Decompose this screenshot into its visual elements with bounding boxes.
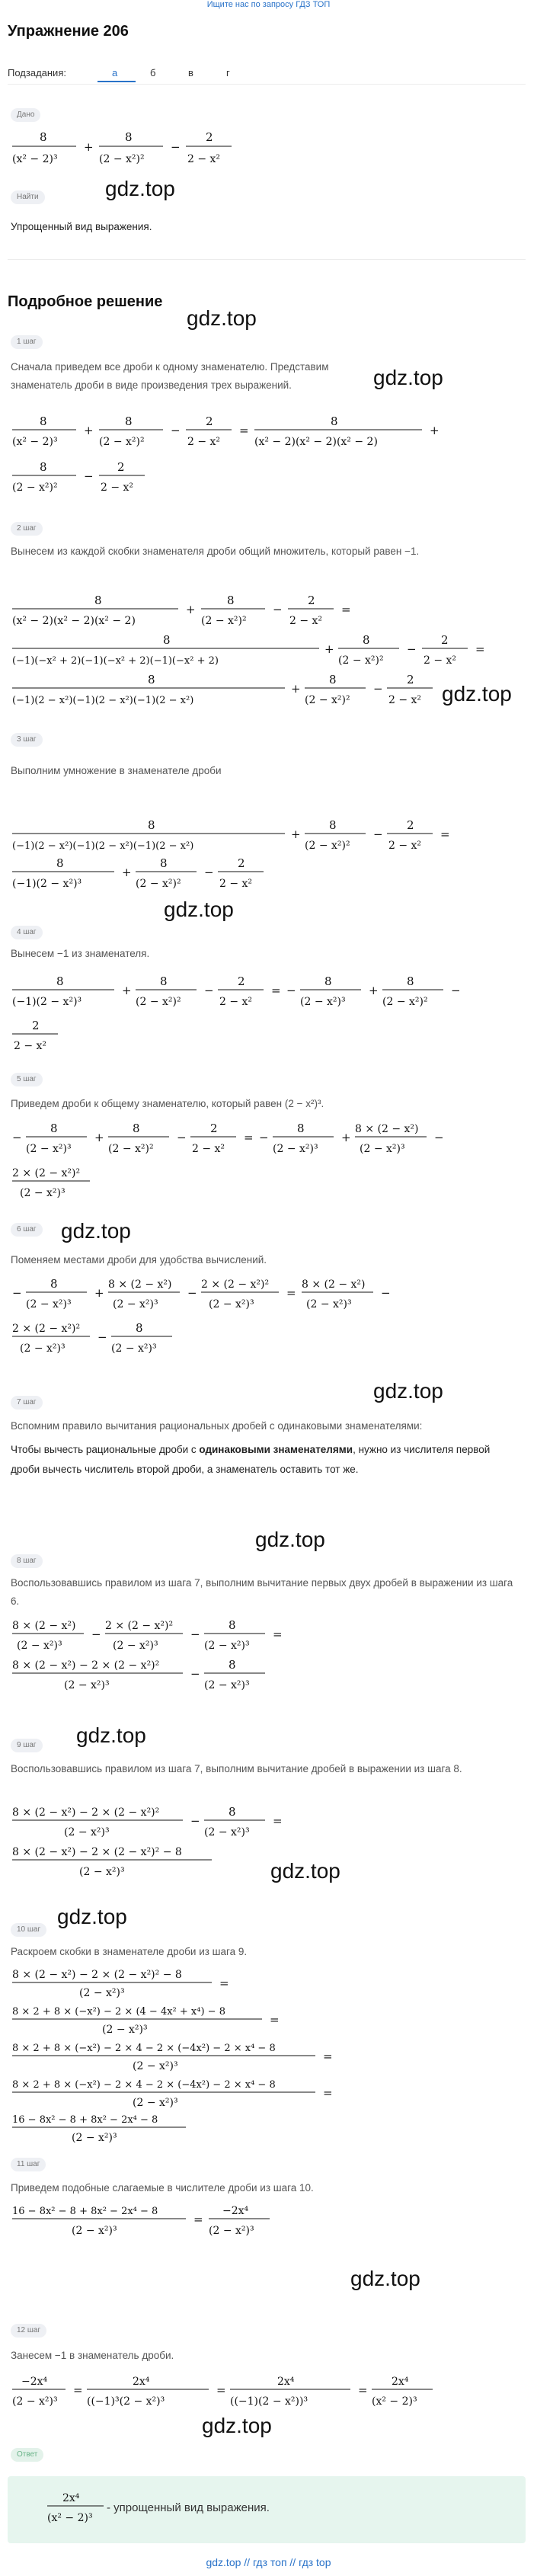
- svg-text:2 − x²: 2 − x²: [101, 482, 134, 494]
- step-pill: 1 шаг: [11, 335, 43, 349]
- step-text: Воспользовавшись правилом из шага 7, выполним вычитание первых двух дробей в выражении из шага 6.: [11, 1577, 513, 1607]
- svg-text:8 × (2 − x²): 8 × (2 − x²): [108, 1278, 172, 1291]
- svg-text:−: −: [190, 1667, 200, 1681]
- svg-text:(2 − x²)³: (2 − x²)³: [300, 996, 346, 1008]
- svg-text:−: −: [286, 984, 296, 997]
- svg-text:8 × (2 − x²): 8 × (2 − x²): [302, 1278, 366, 1291]
- step-pill: 10 шаг: [11, 1923, 46, 1937]
- svg-text:−: −: [381, 1286, 391, 1300]
- svg-text:(x² − 2)³: (x² − 2)³: [372, 2395, 417, 2408]
- svg-text:2: 2: [308, 594, 315, 607]
- svg-text:2: 2: [117, 460, 125, 474]
- svg-text:−2x⁴: −2x⁴: [222, 2205, 249, 2217]
- svg-text:=: =: [270, 2013, 280, 2027]
- svg-text:(x² − 2)(x² − 2)(x² − 2): (x² − 2)(x² − 2)(x² − 2): [12, 615, 136, 627]
- svg-text:−: −: [171, 424, 181, 437]
- svg-text:8: 8: [50, 1122, 58, 1135]
- svg-text:+: +: [430, 424, 440, 437]
- watermark: gdz.top: [350, 2267, 420, 2290]
- svg-text:(−1)(2 − x²)(−1)(2 − x²)(−1)(2: (−1)(2 − x²)(−1)(2 − x²)(−1)(2 − x²): [12, 695, 194, 706]
- svg-text:8 × (2 − x²): 8 × (2 − x²): [12, 1620, 76, 1632]
- svg-text:(−1)(2 − x²)(−1)(2 − x²)(−1)(2: (−1)(2 − x²)(−1)(2 − x²)(−1)(2 − x²): [12, 840, 194, 852]
- svg-text:+: +: [324, 642, 334, 656]
- step-text: Занесем −1 в знаменатель дроби.: [11, 2350, 174, 2361]
- active-tab-indicator: [97, 81, 136, 82]
- step-pill: 3 шаг: [11, 733, 43, 747]
- step-pill: 12 шаг: [11, 2324, 46, 2338]
- step-text: Воспользовавшись правилом из шага 7, выполним вычитание дробей в выражении из шага 8.: [11, 1763, 462, 1774]
- svg-text:+: +: [122, 984, 132, 997]
- svg-text:8: 8: [163, 633, 171, 647]
- svg-text:−: −: [204, 984, 214, 997]
- svg-text:2 × (2 − x²)²: 2 × (2 − x²)²: [201, 1278, 270, 1291]
- svg-text:−: −: [190, 1814, 200, 1828]
- svg-text:8: 8: [40, 460, 47, 474]
- svg-text:(2 − x²)³: (2 − x²)³: [113, 1640, 158, 1652]
- step-pill: 4 шаг: [11, 926, 43, 939]
- step4-math: [11, 971, 529, 1063]
- svg-text:=: =: [216, 2383, 226, 2397]
- svg-text:(−1)(2 − x²)³: (−1)(2 − x²)³: [12, 996, 82, 1008]
- svg-text:=: =: [273, 1627, 283, 1641]
- svg-text:8: 8: [50, 1277, 58, 1291]
- svg-text:(2 − x²)³: (2 − x²)³: [209, 1298, 254, 1310]
- svg-text:=: =: [193, 2213, 203, 2226]
- step-pill: 8 шаг: [11, 1554, 43, 1568]
- svg-text:((−1)³(2 − x²)³: ((−1)³(2 − x²)³: [87, 2395, 165, 2408]
- svg-text:8: 8: [229, 1618, 236, 1632]
- svg-text:2 − x²: 2 − x²: [388, 840, 422, 852]
- svg-text:2 × (2 − x²)²: 2 × (2 − x²)²: [105, 1620, 174, 1632]
- svg-text:=: =: [323, 2050, 333, 2063]
- svg-text:8 × 2 + 8 × (−x²) − 2 × 4 − 2: 8 × 2 + 8 × (−x²) − 2 × 4 − 2 × (−4x²) − 2 × x⁴ − 8: [12, 2079, 276, 2091]
- svg-text:=: =: [475, 642, 485, 656]
- svg-text:2: 2: [206, 414, 213, 428]
- watermark: gdz.top: [57, 1905, 127, 1928]
- svg-text:2: 2: [210, 1122, 218, 1135]
- svg-text:−: −: [373, 827, 383, 841]
- svg-text:=: =: [239, 424, 249, 437]
- watermark: gdz.top: [61, 1219, 131, 1243]
- svg-text:(2 − x²)³: (2 − x²)³: [79, 1866, 125, 1878]
- footer-links[interactable]: gdz.top // гдз топ // гдз top: [206, 2556, 331, 2568]
- watermark: gdz.top: [76, 1723, 146, 1747]
- svg-text:(2 − x²)²: (2 − x²)²: [305, 840, 350, 852]
- svg-text:=: =: [323, 2086, 333, 2100]
- tab-a[interactable]: а: [112, 67, 118, 78]
- given-pill: Дано: [11, 108, 40, 122]
- svg-text:(−1)(−x² + 2)(−1)(−x² + 2)(−1): (−1)(−x² + 2)(−1)(−x² + 2)(−1)(−x² + 2): [12, 655, 219, 667]
- svg-text:−: −: [204, 866, 214, 879]
- step10-math: [11, 1964, 529, 2147]
- svg-text:=: =: [219, 1976, 229, 1990]
- svg-text:((−1)(2 − x²))³: ((−1)(2 − x²))³: [230, 2395, 308, 2408]
- step-text: Вынесем из каждой скобки знаменателя дроби общий множитель, который равен −1.: [11, 546, 420, 557]
- svg-text:2: 2: [32, 1019, 40, 1032]
- svg-text:(2 − x²)²: (2 − x²)²: [12, 482, 58, 494]
- step3-math: [11, 815, 529, 899]
- step8-math: [11, 1615, 529, 1714]
- page-title: Упражнение 206: [8, 23, 129, 40]
- svg-text:+: +: [341, 1131, 351, 1144]
- svg-text:=: =: [271, 984, 281, 997]
- svg-text:−: −: [373, 682, 383, 696]
- svg-text:8: 8: [148, 673, 155, 686]
- step-text: Раскроем скобки в знаменателе дроби из шага 9.: [11, 1946, 248, 1957]
- detailed-heading: Подробное решение: [8, 293, 163, 310]
- svg-text:−: −: [91, 1627, 101, 1641]
- step-text: Приведем дроби к общему знаменателю, который равен (2 − x²)³.: [11, 1098, 324, 1109]
- answer-fraction: [46, 2488, 107, 2533]
- svg-text:(2 − x²)²: (2 − x²)²: [305, 694, 350, 706]
- divider: [8, 84, 526, 85]
- watermark: gdz.top: [187, 306, 257, 330]
- svg-text:8: 8: [227, 594, 235, 607]
- svg-text:8 × (2 − x²): 8 × (2 − x²): [355, 1123, 419, 1135]
- svg-text:+: +: [291, 827, 301, 841]
- svg-text:−2x⁴: −2x⁴: [21, 2376, 48, 2388]
- step-text: Поменяем местами дроби для удобства вычислений.: [11, 1254, 267, 1266]
- step-pill: 5 шаг: [11, 1073, 43, 1086]
- svg-text:(2 − x²)³: (2 − x²)³: [113, 1298, 158, 1310]
- svg-text:2x⁴: 2x⁴: [277, 2376, 295, 2388]
- step-text: Выполним умножение в знаменателе дроби: [11, 765, 222, 776]
- svg-text:8: 8: [148, 818, 155, 832]
- divider: [8, 259, 526, 260]
- svg-text:2 − x²: 2 − x²: [192, 1143, 225, 1155]
- svg-text:(2 − x²)²: (2 − x²)²: [99, 153, 145, 165]
- svg-text:8: 8: [297, 1122, 305, 1135]
- svg-text:+: +: [84, 424, 94, 437]
- svg-text:(2 − x²)³: (2 − x²)³: [64, 1679, 110, 1691]
- svg-text:8 × (2 − x²) − 2 × (2 − x²)² −: 8 × (2 − x²) − 2 × (2 − x²)² − 8: [12, 1969, 182, 1981]
- svg-text:+: +: [94, 1131, 104, 1144]
- svg-text:2 × (2 − x²)²: 2 × (2 − x²)²: [12, 1323, 81, 1335]
- svg-text:8: 8: [407, 974, 414, 988]
- svg-text:2: 2: [238, 974, 245, 988]
- svg-text:(2 − x²)³: (2 − x²)³: [102, 2024, 148, 2036]
- svg-text:8 × (2 − x²) − 2 × (2 − x²)²: 8 × (2 − x²) − 2 × (2 − x²)²: [12, 1806, 160, 1819]
- svg-text:(2 − x²)³: (2 − x²)³: [133, 2060, 178, 2072]
- find-text: Упрощенный вид выражения.: [11, 221, 152, 232]
- step1-math: [11, 411, 529, 510]
- subtasks-label: Подзадания:: [8, 67, 66, 78]
- svg-text:−: −: [434, 1131, 444, 1144]
- svg-text:(2 − x²)³: (2 − x²)³: [306, 1298, 352, 1310]
- svg-text:(2 − x²)³: (2 − x²)³: [204, 1679, 250, 1691]
- svg-text:(2 − x²)³: (2 − x²)³: [64, 1826, 110, 1838]
- svg-text:8: 8: [125, 130, 133, 144]
- svg-text:−: −: [451, 984, 461, 997]
- find-pill: Найти: [11, 190, 45, 204]
- svg-text:8: 8: [40, 130, 47, 144]
- watermark: gdz.top: [373, 1379, 443, 1403]
- top-banner[interactable]: Ищите нас по запросу ГДЗ ТОП: [206, 0, 331, 9]
- step-pill: 6 шаг: [11, 1223, 43, 1237]
- svg-text:2: 2: [407, 818, 414, 832]
- svg-text:(2 − x²)³: (2 − x²)³: [111, 1342, 157, 1355]
- svg-text:8: 8: [363, 633, 370, 647]
- svg-text:(2 − x²)²: (2 − x²)²: [201, 615, 247, 627]
- svg-text:=: =: [73, 2383, 83, 2397]
- svg-text:(2 − x²)³: (2 − x²)³: [204, 1640, 250, 1652]
- svg-text:8: 8: [331, 414, 338, 428]
- svg-text:8 × 2 + 8 × (−x²) − 2 × (4 − 4: 8 × 2 + 8 × (−x²) − 2 × (4 − 4x² + x⁴) − 8: [12, 2006, 225, 2018]
- step-pill: 7 шаг: [11, 1396, 43, 1410]
- step5-math: [11, 1118, 529, 1218]
- watermark: gdz.top: [270, 1859, 340, 1883]
- svg-text:(2 − x²)³: (2 − x²)³: [20, 1187, 66, 1199]
- svg-text:2x⁴: 2x⁴: [392, 2376, 409, 2388]
- svg-text:(−1)(2 − x²)³: (−1)(2 − x²)³: [12, 878, 82, 890]
- svg-text:2 − x²: 2 − x²: [187, 436, 221, 448]
- step9-math: [11, 1802, 529, 1886]
- step-text: Вынесем −1 из знаменателя.: [11, 948, 150, 959]
- watermark: gdz.top: [202, 2414, 272, 2437]
- svg-text:(2 − x²)³: (2 − x²)³: [20, 1342, 66, 1355]
- rule-text: Чтобы вычесть рациональные дроби с одинаковыми знаменателями, нужно из числителя первой дроби вычесть числитель второй дроби, а знаменатель оставить тот же.: [11, 1444, 491, 1475]
- svg-text:(2 − x²)³: (2 − x²)³: [360, 1143, 405, 1155]
- svg-text:−: −: [273, 603, 283, 616]
- svg-text:=: =: [341, 603, 351, 616]
- watermark: gdz.top: [105, 177, 175, 200]
- svg-text:8 × (2 − x²) − 2 × (2 − x²)² −: 8 × (2 − x²) − 2 × (2 − x²)² − 8: [12, 1846, 182, 1858]
- svg-text:=: =: [273, 1814, 283, 1828]
- svg-text:(x² − 2)³: (x² − 2)³: [12, 153, 58, 165]
- svg-text:8: 8: [56, 856, 64, 870]
- watermark: gdz.top: [442, 682, 512, 706]
- svg-text:2 − x²: 2 − x²: [388, 694, 422, 706]
- tab-b[interactable]: б: [150, 67, 156, 78]
- svg-text:(2 − x²)²: (2 − x²)²: [136, 996, 181, 1008]
- watermark: gdz.top: [255, 1528, 325, 1551]
- svg-text:=: =: [244, 1131, 254, 1144]
- svg-text:(2 − x²)³: (2 − x²)³: [26, 1143, 72, 1155]
- svg-text:8: 8: [56, 974, 64, 988]
- svg-text:8: 8: [133, 1122, 140, 1135]
- svg-text:(2 − x²)³: (2 − x²)³: [79, 1987, 125, 1999]
- svg-text:+: +: [94, 1286, 104, 1300]
- svg-text:8: 8: [160, 856, 168, 870]
- svg-text:(2 − x²)³: (2 − x²)³: [72, 2225, 117, 2237]
- answer-pill: Ответ: [11, 2448, 43, 2462]
- svg-text:16 − 8x² − 8 + 8x² − 2x⁴ − 8: 16 − 8x² − 8 + 8x² − 2x⁴ − 8: [12, 2206, 158, 2217]
- svg-text:=: =: [440, 827, 450, 841]
- svg-text:+: +: [186, 603, 196, 616]
- svg-text:2: 2: [407, 673, 414, 686]
- svg-text:+: +: [122, 866, 132, 879]
- svg-text:2 − x²: 2 − x²: [424, 654, 457, 667]
- given-expression: [11, 126, 529, 179]
- svg-text:8: 8: [229, 1658, 236, 1672]
- svg-text:2 − x²: 2 − x²: [289, 615, 323, 627]
- svg-text:(2 − x²)³: (2 − x²)³: [273, 1143, 318, 1155]
- svg-text:8: 8: [229, 1805, 236, 1819]
- svg-text:(2 − x²)²: (2 − x²)²: [338, 654, 384, 667]
- svg-text:2x⁴: 2x⁴: [62, 2492, 80, 2504]
- svg-text:8: 8: [125, 414, 133, 428]
- svg-text:−: −: [12, 1286, 22, 1300]
- svg-text:2: 2: [206, 130, 213, 144]
- svg-text:(x² − 2)(x² − 2)(x² − 2): (x² − 2)(x² − 2)(x² − 2): [254, 436, 378, 448]
- svg-text:8 × 2 + 8 × (−x²) − 2 × 4 − 2: 8 × 2 + 8 × (−x²) − 2 × 4 − 2 × (−4x²) − 2 × x⁴ − 8: [12, 2043, 276, 2054]
- svg-text:+: +: [369, 984, 379, 997]
- svg-text:8: 8: [324, 974, 332, 988]
- svg-text:−: −: [97, 1330, 107, 1344]
- svg-text:8: 8: [329, 818, 337, 832]
- step-pill: 11 шаг: [11, 2158, 46, 2171]
- svg-text:2 − x²: 2 − x²: [187, 153, 221, 165]
- step-text: Приведем подобные слагаемые в числителе дроби из шага 10.: [11, 2182, 314, 2194]
- svg-text:(2 − x²)³: (2 − x²)³: [72, 2132, 117, 2144]
- svg-text:8: 8: [160, 974, 168, 988]
- svg-text:−: −: [84, 469, 94, 483]
- step-text: Сначала приведем все дроби к одному знаменателю. Представим знаменатель дроби в виде произведения трех выражений.: [11, 361, 329, 391]
- svg-text:(2 − x²)²: (2 − x²)²: [382, 996, 428, 1008]
- svg-text:(2 − x²)³: (2 − x²)³: [26, 1298, 72, 1310]
- svg-text:(2 − x²)³: (2 − x²)³: [204, 1826, 250, 1838]
- tab-v[interactable]: в: [188, 67, 193, 78]
- rule-bold: одинаковыми знаменателями: [199, 1444, 353, 1455]
- svg-text:−: −: [259, 1131, 269, 1144]
- svg-text:16 − 8x² − 8 + 8x² − 2x⁴ − 8: 16 − 8x² − 8 + 8x² − 2x⁴ − 8: [12, 2114, 158, 2126]
- svg-text:2 − x²: 2 − x²: [14, 1040, 47, 1052]
- svg-text:(x² − 2)³: (x² − 2)³: [12, 436, 58, 448]
- svg-text:−: −: [190, 1627, 200, 1641]
- svg-text:2 − x²: 2 − x²: [219, 996, 253, 1008]
- svg-text:(2 − x²)²: (2 − x²)²: [99, 436, 145, 448]
- svg-text:−: −: [177, 1131, 187, 1144]
- svg-text:(2 − x²)³: (2 − x²)³: [17, 1640, 62, 1652]
- svg-text:=: =: [286, 1286, 296, 1300]
- svg-text:+: +: [84, 140, 94, 154]
- svg-text:=: =: [358, 2383, 368, 2397]
- step11-math: [11, 2200, 529, 2246]
- svg-text:8: 8: [136, 1321, 143, 1335]
- step-pill: 9 шаг: [11, 1739, 43, 1752]
- svg-text:8 × (2 − x²) − 2 × (2 − x²)²: 8 × (2 − x²) − 2 × (2 − x²)²: [12, 1659, 160, 1672]
- watermark: gdz.top: [164, 898, 234, 921]
- svg-text:2: 2: [441, 633, 449, 647]
- svg-text:2 × (2 − x²)²: 2 × (2 − x²)²: [12, 1167, 81, 1179]
- svg-text:−: −: [187, 1286, 197, 1300]
- svg-text:−: −: [12, 1131, 22, 1144]
- step6-math: [11, 1274, 529, 1373]
- svg-text:(2 − x²)³: (2 − x²)³: [209, 2225, 254, 2237]
- step-pill: 2 шаг: [11, 522, 43, 536]
- svg-text:8: 8: [94, 594, 102, 607]
- svg-text:−: −: [171, 140, 181, 154]
- step-text: Вспомним правило вычитания рациональных дробей с одинаковыми знаменателями:: [11, 1420, 423, 1432]
- svg-text:−: −: [407, 642, 417, 656]
- svg-text:(2 − x²)²: (2 − x²)²: [108, 1143, 154, 1155]
- svg-text:+: +: [291, 682, 301, 696]
- answer-text: - упрощенный вид выражения.: [107, 2501, 270, 2514]
- svg-text:(2 − x²)²: (2 − x²)²: [136, 878, 181, 890]
- svg-text:(x² − 2)³: (x² − 2)³: [47, 2512, 93, 2524]
- svg-text:(2 − x²)³: (2 − x²)³: [133, 2097, 178, 2109]
- svg-text:8: 8: [329, 673, 337, 686]
- svg-text:2 − x²: 2 − x²: [219, 878, 253, 890]
- svg-text:(2 − x²)³: (2 − x²)³: [12, 2395, 58, 2408]
- svg-text:2: 2: [238, 856, 245, 870]
- tab-g[interactable]: г: [226, 67, 230, 78]
- svg-text:8: 8: [40, 414, 47, 428]
- watermark: gdz.top: [373, 366, 443, 389]
- svg-text:2x⁴: 2x⁴: [133, 2376, 150, 2388]
